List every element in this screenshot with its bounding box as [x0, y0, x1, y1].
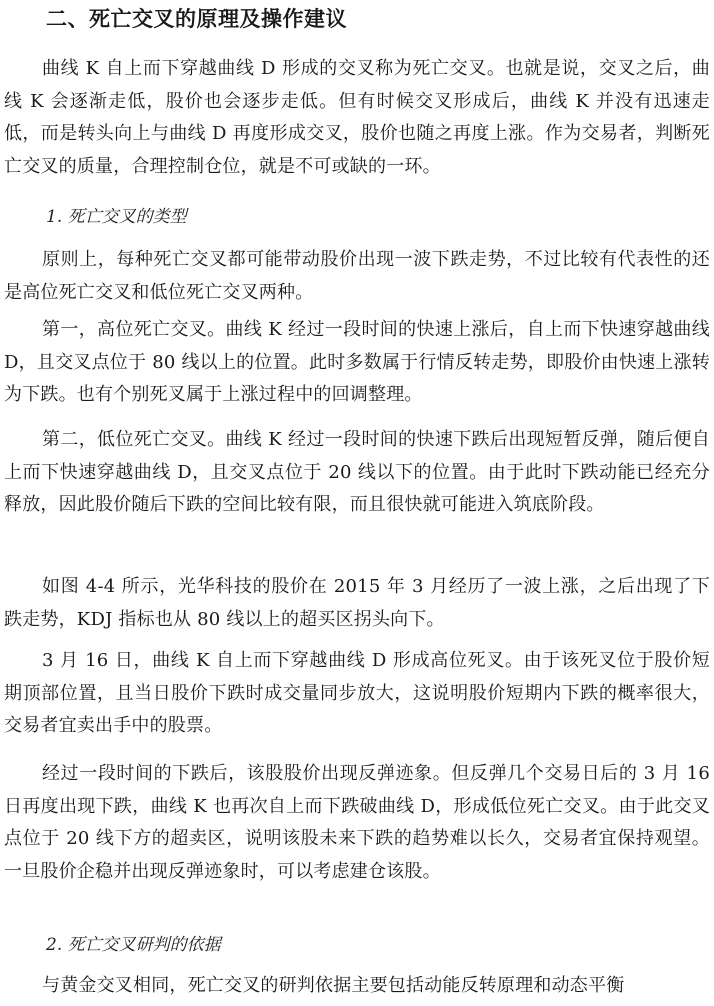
- low-cross-paragraph: 第二，低位死亡交叉。曲线 K 经过一段时间的快速下跌后出现短暂反弹，随后便自上而下快速穿越曲线 D，且交叉点位于 20 线以下的位置。由于此时下跌动能已经充分释放，因此股价随后下跌的空间比较有限，而且很快就可能进入筑底阶段。: [4, 429, 710, 515]
- high-cross-paragraph: 第一，高位死亡交叉。曲线 K 经过一段时间的快速上涨后，自上而下快速穿越曲线 D，且交叉点位于 80 线以上的位置。此时多数属于行情反转走势，即股价由快速上涨转为下跌。也有个别死叉属于上涨过程中的回调整理。: [4, 319, 710, 405]
- intro-paragraph: 曲线 K 自上而下穿越曲线 D 形成的交叉称为死亡交叉。也就是说，交叉之后，曲线 K 会逐渐走低，股价也会逐步走低。但有时候交叉形成后，曲线 K 并没有迅速走低，而是转头向上与曲线 D 再度形成交叉，股价也随之再度上涨。作为交易者，判断死亡交叉的质量，合理控制仓位，就是不可或缺的一环。: [4, 58, 710, 177]
- after-fall-paragraph: 经过一段时间的下跌后，该股股价出现反弹迹象。但反弹几个交易日后的 3 月 16 日再度出现下跌，曲线 K 也再次自上而下跌破曲线 D，形成低位死亡交叉。由于此交叉点位于 20 线下方的超卖区，说明该股未来下跌的趋势难以长久，交易者宜保持观望。一旦股价企稳并出现反弹迹象时，可以考虑建仓该股。: [4, 763, 710, 882]
- basis-paragraph: 与黄金交叉相同，死亡交叉的研判依据主要包括动能反转原理和动态平衡: [42, 975, 625, 996]
- march16-paragraph: 3 月 16 日，曲线 K 自上而下穿越曲线 D 形成高位死叉。由于该死叉位于股价短期顶部位置，且当日股价下跌时成交量同步放大，这说明股价短期内下跌的概率很大，交易者宜卖出手中的股票。: [4, 650, 710, 736]
- types-intro-paragraph: 原则上，每种死亡交叉都可能带动股价出现一波下跌走势，不过比较有代表性的还是高位死亡交叉和低位死亡交叉两种。: [4, 249, 710, 303]
- subheading-basis: 2. 死亡交叉研判的依据: [46, 935, 221, 955]
- example-paragraph: 如图 4-4 所示，光华科技的股价在 2015 年 3 月经历了一波上涨，之后出现了下跌走势，KDJ 指标也从 80 线以上的超买区拐头向下。: [4, 576, 710, 630]
- section-title: 二、死亡交叉的原理及操作建议: [46, 7, 347, 31]
- subheading-types: 1. 死亡交叉的类型: [46, 207, 187, 227]
